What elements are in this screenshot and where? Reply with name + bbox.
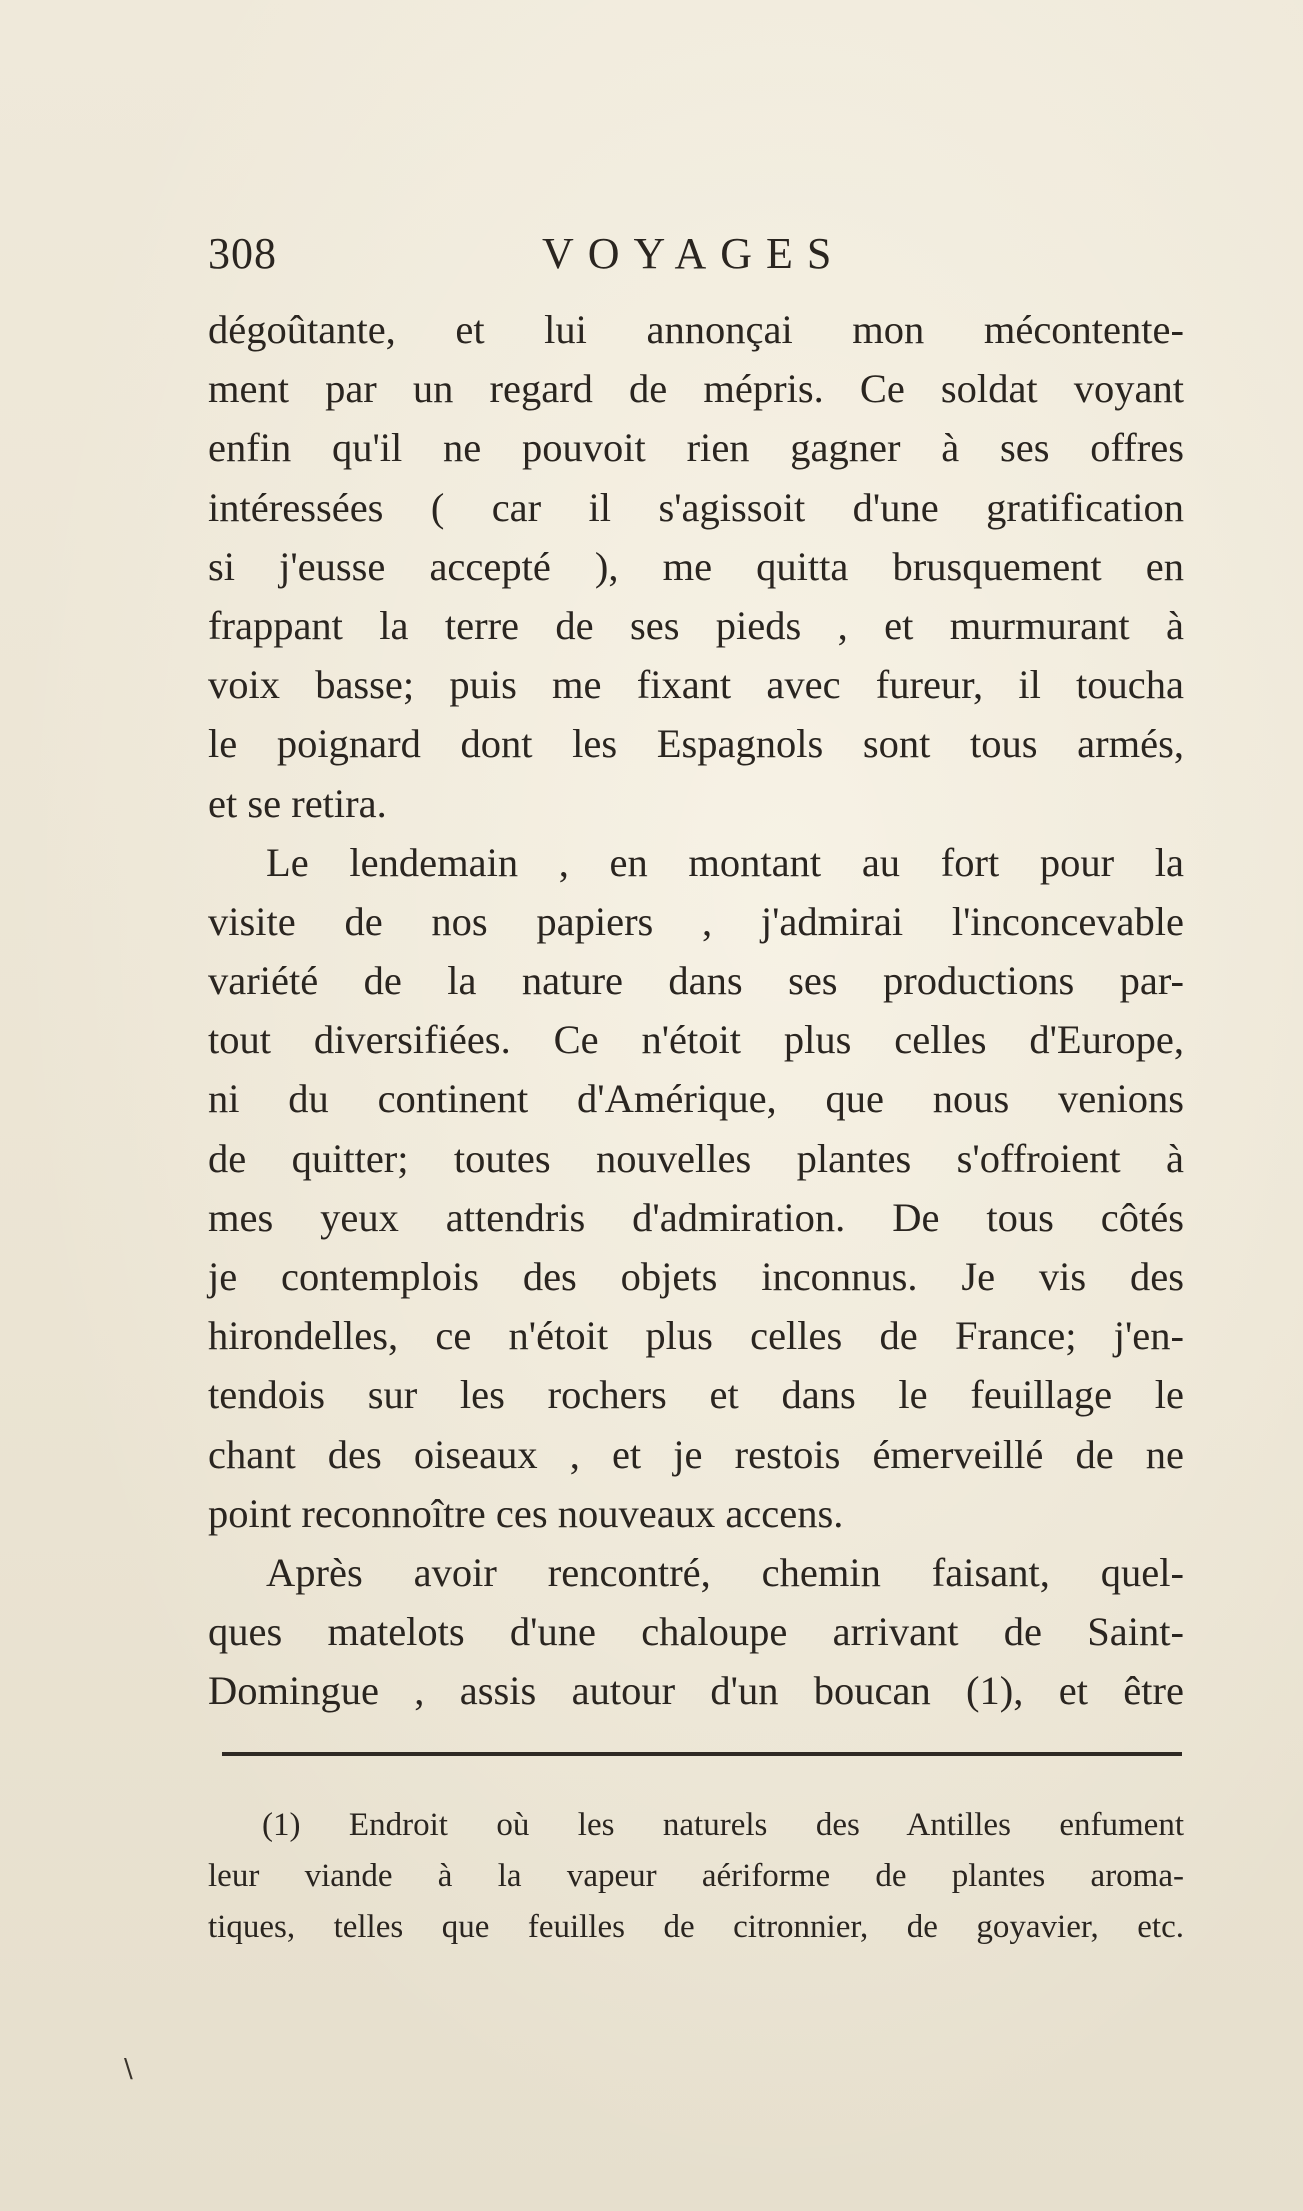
text-line: variété de la nature dans ses productions par- — [208, 958, 1184, 1004]
footnote-separator-rule — [222, 1752, 1182, 1756]
text-line: frappant la terre de ses pieds , et murmurant à — [208, 602, 1184, 648]
body-text — [208, 300, 1184, 1721]
text-line: intéressées ( car il s'agissoit d'une gratification — [208, 484, 1184, 530]
text-line: Le lendemain , en montant au fort pour la — [266, 839, 1184, 885]
text-line: le poignard dont les Espagnols sont tous armés, — [208, 721, 1184, 767]
footnote — [208, 1800, 1184, 1953]
footnote-line: leur viande à la vapeur aériforme de plantes aroma- — [208, 1858, 1184, 1894]
text-line: tendois sur les rochers et dans le feuillage le — [208, 1372, 1184, 1418]
text-line: si j'eusse accepté ), me quitta brusquement en — [208, 543, 1184, 589]
text-line: dégoûtante, et lui annonçai mon mécontente- — [208, 307, 1184, 352]
text-line: ment par un regard de mépris. Ce soldat voyant — [208, 366, 1184, 412]
page-header — [208, 228, 1178, 288]
text-line: je contemplois des objets inconnus. Je vis des — [208, 1254, 1184, 1299]
text-line: visite de nos papiers , j'admirai l'inconcevable — [208, 898, 1184, 944]
footnote-line: tiques, telles que feuilles de citronnier, de goyavier, etc. — [208, 1909, 1184, 1945]
text-line: enfin qu'il ne pouvoit rien gagner à ses offres — [208, 425, 1184, 471]
page-number: 308 — [208, 229, 277, 278]
footnote-line: (1) Endroit où les naturels des Antilles enfument — [262, 1807, 1184, 1843]
text-line: hirondelles, ce n'étoit plus celles de France; j'en- — [208, 1313, 1184, 1359]
text-line: voix basse; puis me fixant avec fureur, il toucha — [208, 662, 1184, 708]
running-title: VOYAGES — [542, 229, 846, 278]
text-line: ni du continent d'Amérique, que nous venions — [208, 1076, 1184, 1122]
text-line: tout diversifiées. Ce n'étoit plus celles d'Europe, — [208, 1017, 1184, 1063]
text-line: et se retira. — [208, 780, 387, 826]
text-line: Après avoir rencontré, chemin faisant, quel- — [266, 1549, 1184, 1595]
text-line: mes yeux attendris d'admiration. De tous côtés — [208, 1194, 1184, 1240]
text-line: chant des oiseaux , et je restois émerveillé de ne — [208, 1431, 1184, 1477]
stray-ink-mark: \ — [124, 2054, 133, 2084]
text-line: de quitter; toutes nouvelles plantes s'offroient à — [208, 1135, 1184, 1181]
text-line: Domingue , assis autour d'un boucan (1), et être — [208, 1668, 1184, 1714]
text-line: point reconnoître ces nouveaux accens. — [208, 1490, 844, 1536]
text-line: ques matelots d'une chaloupe arrivant de Saint- — [208, 1609, 1184, 1655]
